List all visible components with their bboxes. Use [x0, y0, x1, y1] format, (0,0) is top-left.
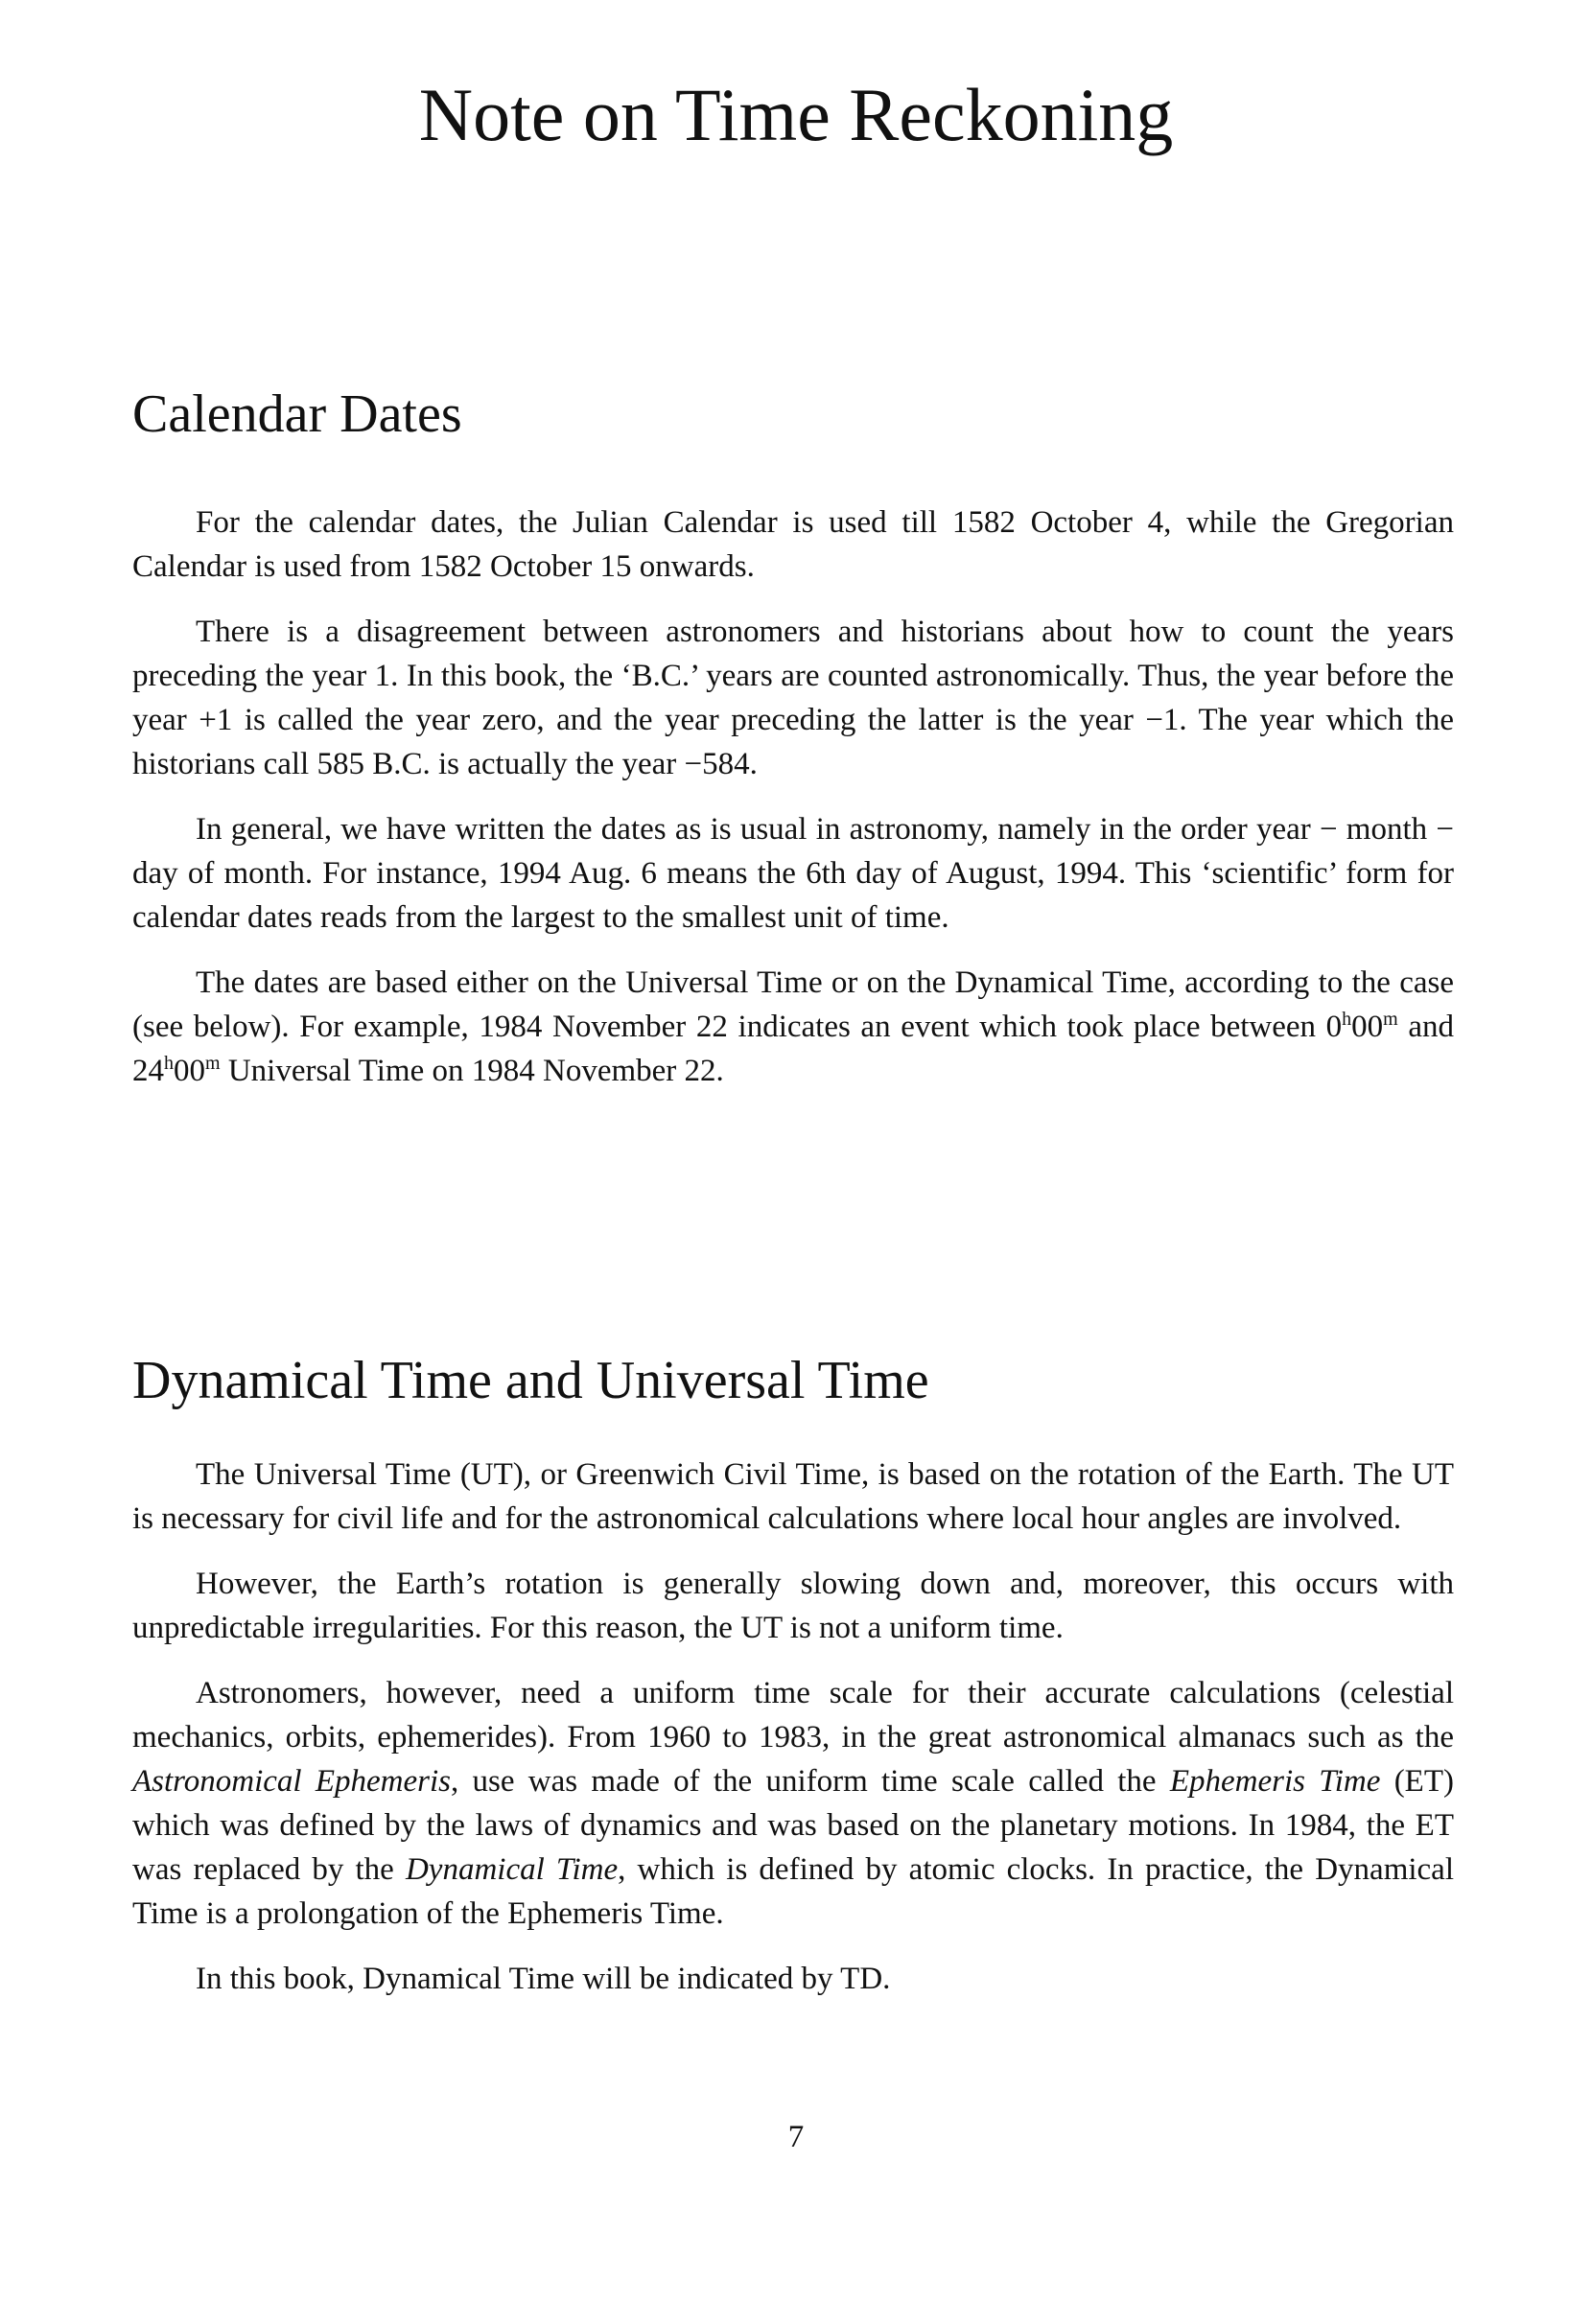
- text-run: The dates are based either on the Universal Time or on the Dynamical Time, according to the case (see below). For example, 1984 November 22 indicates an event which took place between 0: [132, 965, 1454, 1044]
- superscript-minutes: m: [1383, 1009, 1398, 1030]
- page-title: Note on Time Reckoning: [418, 73, 1174, 156]
- text-run: and 24: [132, 1010, 1454, 1088]
- paragraph: For the calendar dates, the Julian Calendar is used till 1582 October 4, while the Gregorian Calendar is used from 1582 October 15 onwards.: [132, 505, 1454, 584]
- paragraph: There is a disagreement between astronomers and historians about how to count the years preceding the year 1. In this book, the ‘B.C.’ years are counted astronomically. Thus, the year before the year +1 is called the year zero, and the year preceding the latter is the year −1. The year which the historians call 585 B.C. is actually the year −584.: [132, 615, 1454, 781]
- text-run: Universal Time on 1984 November 22.: [220, 1054, 724, 1088]
- text-run: 00: [1351, 1010, 1384, 1044]
- text-run: Astronomers, however, need a uniform time scale for their accurate calculations (celestial mechanics, orbits, ephemerides). From 1960 to 1983, in the great astronomical almanacs such as the: [132, 1676, 1454, 1755]
- paragraph: [132, 1671, 1454, 1936]
- paragraph: In general, we have written the dates as is usual in astronomy, namely in the order year − month − day of month. For instance, 1994 Aug. 6 means the 6th day of August, 1994. This ‘scientific’ form for calendar dates reads from the largest to the smallest unit of time.: [132, 812, 1454, 935]
- italic-term: Astronomical Ephemeris: [132, 1764, 452, 1799]
- superscript-hours: h: [1342, 1009, 1352, 1030]
- paragraph: In this book, Dynamical Time will be indicated by TD.: [196, 1962, 891, 1996]
- italic-term: Dynamical Time: [405, 1852, 619, 1887]
- section-heading-dynamical-time: Dynamical Time and Universal Time: [132, 1351, 929, 1410]
- italic-term: Ephemeris Time: [1169, 1764, 1381, 1799]
- calendar-dates-body: [132, 500, 1454, 1114]
- page-number: 7: [787, 2120, 805, 2154]
- text-run: (ET) which was defined by the laws of dynamics and was based on the planetary motions. In 1984, the ET was replaced by the: [132, 1764, 1454, 1887]
- paragraph: [132, 961, 1454, 1093]
- section-heading-calendar-dates: Calendar Dates: [132, 384, 462, 444]
- superscript-hours: h: [164, 1053, 174, 1074]
- superscript-minutes: m: [205, 1053, 221, 1074]
- text-run: , which is defined by atomic clocks. In practice, the Dynamical Time is a prolongation of the Ephemeris Time.: [132, 1852, 1454, 1931]
- paragraph: However, the Earth’s rotation is generally slowing down and, moreover, this occurs with unpredictable irregularities. For this reason, the UT is not a uniform time.: [132, 1567, 1454, 1645]
- paragraph: The Universal Time (UT), or Greenwich Civil Time, is based on the rotation of the Earth. The UT is necessary for civil life and for the astronomical calculations where local hour angles are involved.: [132, 1457, 1454, 1536]
- dynamical-time-body: [132, 1452, 1454, 2022]
- text-run: , use was made of the uniform time scale called the: [451, 1764, 1170, 1799]
- text-run: 00: [174, 1054, 205, 1088]
